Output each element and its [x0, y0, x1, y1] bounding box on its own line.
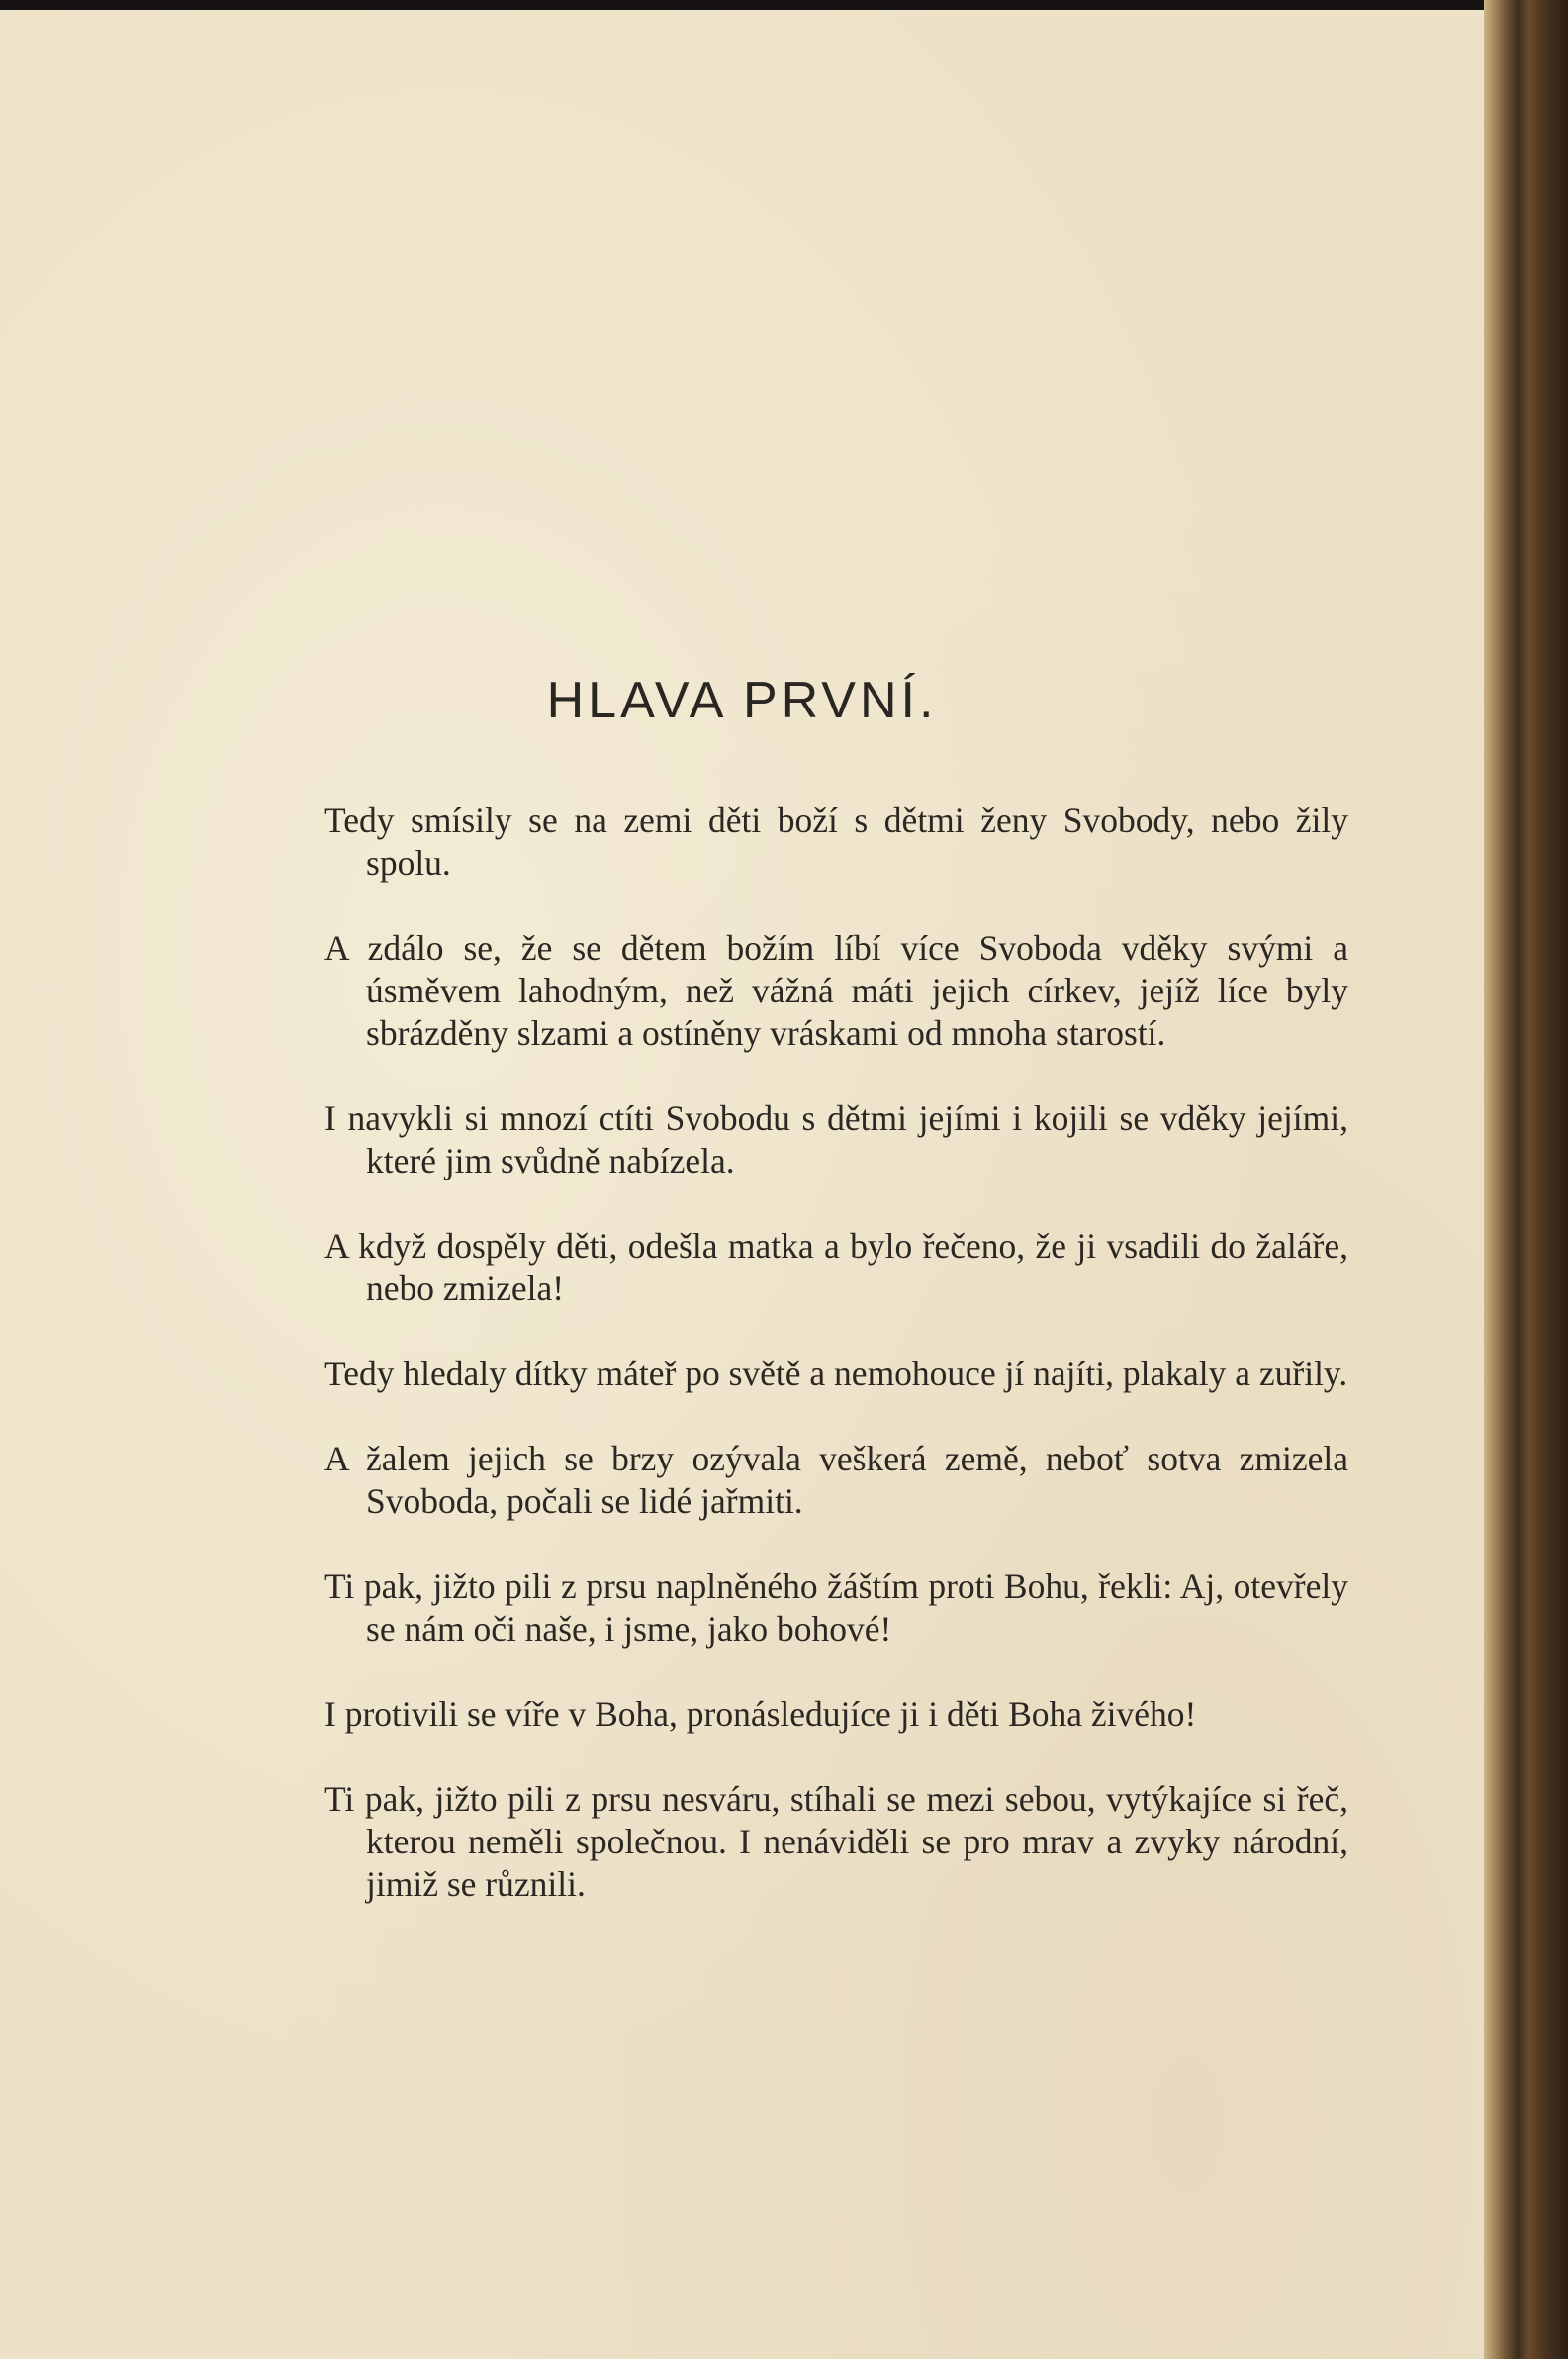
verse-1: Tedy smísily se na zemi děti boží s dětmi ženy Svobody, nebo žily spolu.	[324, 801, 1348, 883]
verse-8: I protivili se víře v Boha, pronásledujíce ji i děti Boha živého!	[324, 1694, 1197, 1734]
verse-3: I navykli si mnozí ctíti Svobodu s dětmi jejími i kojili se vděky jejími, které jim svůdně nabízela.	[324, 1098, 1348, 1180]
chapter-body	[324, 800, 1348, 1906]
verse-4: A když dospěly děti, odešla matka a bylo řečeno, že ji vsadili do žaláře, nebo zmizela!	[324, 1226, 1348, 1308]
chapter-title: HLAVA PRVNÍ.	[546, 672, 938, 729]
verse-2: A zdálo se, že se dětem božím líbí více Svoboda vděky svými a úsměvem lahodným, než vážná máti jejich církev, jejíž líce byly sbrázděny slzami a ostíněny vráskami od mnoha starostí.	[324, 928, 1348, 1053]
scan-top-edge	[0, 0, 1568, 10]
verse-5: Tedy hledaly dítky máteř po světě a nemohouce jí najíti, plakaly a zuřily.	[324, 1354, 1348, 1393]
verse-6: A žalem jejich se brzy ozývala veškerá země, neboť sotva zmizela Svoboda, počali se lidé jařmiti.	[324, 1439, 1348, 1521]
book-page	[0, 10, 1484, 2359]
book-spine-edge	[1484, 0, 1568, 2359]
verse-7: Ti pak, jižto pili z prsu naplněného žáštím proti Bohu, řekli: Aj, otevřely se nám oči naše, i jsme, jako bohové!	[324, 1566, 1348, 1649]
verse-9: Ti pak, jižto pili z prsu nesváru, stíhali se mezi sebou, vytýkajíce si řeč, kterou neměli společnou. I nenáviděli se pro mrav a zvyky národní, jimiž se různili.	[324, 1779, 1348, 1904]
